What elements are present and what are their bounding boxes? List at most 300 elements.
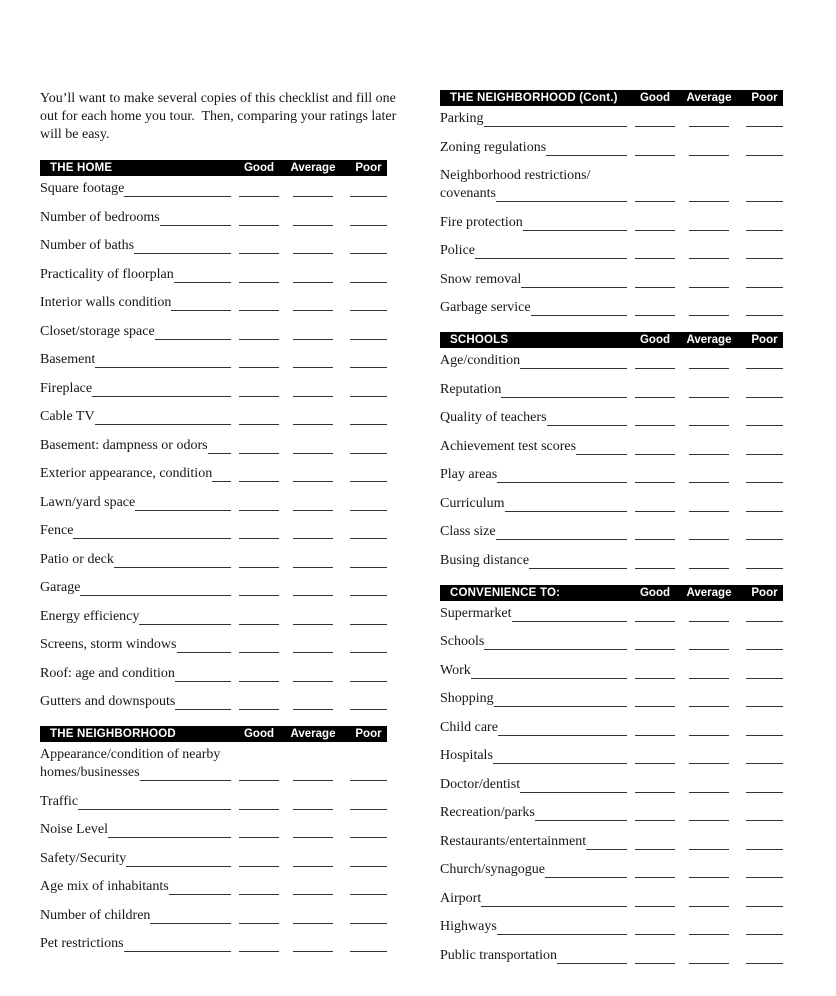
rating-blank-good[interactable]: [239, 692, 279, 710]
item-write-in-line[interactable]: [80, 578, 231, 596]
rating-blank-poor[interactable]: [350, 664, 387, 682]
item-write-in-line[interactable]: [150, 906, 231, 924]
rating-blank-poor[interactable]: [350, 692, 387, 710]
left-column-sections: [40, 160, 387, 952]
item-write-in-line[interactable]: [108, 820, 231, 838]
item-write-in-line[interactable]: [494, 689, 627, 707]
item-write-in-line[interactable]: [520, 351, 627, 369]
rating-blank-poor[interactable]: [746, 213, 783, 231]
item-label: Exterior appearance, condition: [40, 466, 213, 481]
section-title: THE NEIGHBORHOOD (Cont.): [450, 92, 618, 104]
rating-blank-average[interactable]: [293, 493, 333, 511]
rating-blank-average[interactable]: [293, 464, 333, 482]
item-label: Garage: [40, 580, 81, 595]
section-title: CONVENIENCE TO:: [450, 586, 561, 599]
rating-blank-average[interactable]: [293, 664, 333, 682]
rating-blank-poor[interactable]: [746, 241, 783, 259]
rating-blank-good[interactable]: [635, 351, 675, 369]
item-write-in-line[interactable]: [171, 293, 231, 311]
rating-blank-good[interactable]: [635, 184, 675, 202]
rating-blank-average[interactable]: [689, 632, 729, 650]
item-label: Practicality of floorplan: [40, 266, 174, 282]
rating-blank-average[interactable]: [293, 521, 333, 539]
checklist-row: [40, 763, 387, 781]
checklist-row: [40, 596, 387, 625]
rating-header-poor: Poor: [751, 92, 778, 104]
checklist-row: [40, 625, 387, 654]
item-label: Work: [440, 662, 471, 678]
rating-blank-poor[interactable]: [746, 632, 783, 650]
rating-blank-good[interactable]: [239, 322, 279, 340]
checklist-row: [40, 781, 387, 810]
section-the-home: [40, 160, 387, 710]
checklist-row: [40, 176, 387, 197]
rating-blank-good[interactable]: [239, 607, 279, 625]
item-label: Interior walls condition: [40, 295, 172, 310]
item-write-in-line[interactable]: [175, 692, 231, 710]
rating-blank-average[interactable]: [689, 775, 729, 793]
rating-blank-poor[interactable]: [350, 820, 387, 838]
checklist-row: [40, 742, 387, 763]
item-write-in-line[interactable]: [497, 917, 627, 935]
rating-header-good: Good: [243, 728, 275, 740]
rating-blank-average[interactable]: [689, 109, 729, 127]
item-write-in-line[interactable]: [484, 109, 627, 127]
item-write-in-line[interactable]: [531, 298, 627, 316]
rating-blank-average[interactable]: [689, 351, 729, 369]
rating-blank-poor[interactable]: [746, 746, 783, 764]
rating-blank-poor[interactable]: [350, 407, 387, 425]
rating-blank-average[interactable]: [689, 551, 729, 569]
rating-header-poor: Poor: [355, 728, 382, 740]
rating-blank-good[interactable]: [239, 208, 279, 226]
rating-blank-poor[interactable]: [350, 877, 387, 895]
rating-blank-poor[interactable]: [746, 522, 783, 540]
rating-blank-good[interactable]: [239, 436, 279, 454]
rating-blank-average[interactable]: [293, 265, 333, 283]
rating-blank-average[interactable]: [689, 946, 729, 964]
rating-blank-average[interactable]: [689, 718, 729, 736]
item-write-in-line[interactable]: [169, 877, 231, 895]
item-write-in-line[interactable]: [529, 551, 627, 569]
rating-blank-average[interactable]: [293, 906, 333, 924]
item-write-in-line[interactable]: [493, 746, 627, 764]
rating-blank-good[interactable]: [239, 293, 279, 311]
item-label: covenants: [440, 186, 496, 201]
rating-blank-average[interactable]: [689, 298, 729, 316]
rating-blank-good[interactable]: [239, 550, 279, 568]
rating-blank-good[interactable]: [635, 718, 675, 736]
item-write-in-line[interactable]: [547, 408, 627, 426]
checklist-row: [40, 425, 387, 454]
rating-blank-good[interactable]: [239, 350, 279, 368]
rating-blank-poor[interactable]: [350, 550, 387, 568]
rating-blank-average[interactable]: [293, 293, 333, 311]
item-write-in-line[interactable]: [208, 436, 231, 454]
rating-header-average: Average: [290, 162, 336, 174]
rating-blank-good[interactable]: [239, 236, 279, 254]
item-write-in-line[interactable]: [512, 604, 627, 622]
rating-blank-average[interactable]: [689, 604, 729, 622]
checklist-row: [40, 682, 387, 711]
rating-blank-average[interactable]: [689, 803, 729, 821]
rating-blank-poor[interactable]: [350, 635, 387, 653]
rating-blank-good[interactable]: [635, 917, 675, 935]
rating-blank-good[interactable]: [239, 521, 279, 539]
item-label: Square footage: [40, 181, 125, 196]
item-label: Quality of teachers: [440, 410, 547, 425]
rating-blank-poor[interactable]: [350, 493, 387, 511]
rating-blank-good[interactable]: [635, 604, 675, 622]
rating-blank-poor[interactable]: [350, 350, 387, 368]
rating-blank-average[interactable]: [293, 849, 333, 867]
rating-blank-good[interactable]: [239, 906, 279, 924]
section-schools: [440, 332, 783, 569]
checklist-row: [40, 397, 387, 426]
item-write-in-line[interactable]: [505, 494, 627, 512]
item-label: Schools: [440, 634, 485, 649]
rating-blank-poor[interactable]: [746, 832, 783, 850]
rating-blank-good[interactable]: [239, 379, 279, 397]
item-write-in-line[interactable]: [78, 792, 231, 810]
rating-blank-poor[interactable]: [350, 578, 387, 596]
item-label: Number of children: [40, 907, 151, 923]
section-header-the-neighborhood-cont: [440, 90, 783, 106]
intro-line: out for each home you tour. Then, comparing your ratings later: [40, 109, 397, 124]
item-label: Busing distance: [440, 552, 530, 568]
item-write-in-line[interactable]: [177, 635, 232, 653]
item-write-in-line[interactable]: [174, 265, 231, 283]
rating-blank-poor[interactable]: [350, 179, 387, 197]
rating-blank-good[interactable]: [239, 934, 279, 952]
rating-blank-good[interactable]: [635, 551, 675, 569]
rating-blank-average[interactable]: [293, 877, 333, 895]
item-label: Zoning regulations: [440, 139, 547, 155]
rating-blank-average[interactable]: [689, 184, 729, 202]
checklist-row: [40, 283, 387, 312]
checklist-row: [40, 311, 387, 340]
item-write-in-line[interactable]: [475, 241, 627, 259]
item-write-in-line[interactable]: [73, 521, 231, 539]
rating-blank-poor[interactable]: [746, 689, 783, 707]
checklist-row: [40, 226, 387, 255]
rating-blank-average[interactable]: [293, 379, 333, 397]
rating-header-good: Good: [639, 334, 671, 346]
item-write-in-line[interactable]: [175, 664, 231, 682]
rating-blank-good[interactable]: [635, 465, 675, 483]
rating-blank-poor[interactable]: [746, 604, 783, 622]
rating-blank-good[interactable]: [635, 661, 675, 679]
rating-blank-poor[interactable]: [350, 236, 387, 254]
rating-blank-poor[interactable]: [746, 551, 783, 569]
rating-blank-average[interactable]: [689, 889, 729, 907]
checklist-row: [40, 254, 387, 283]
item-write-in-line[interactable]: [139, 607, 231, 625]
rating-blank-average[interactable]: [689, 917, 729, 935]
rating-blank-good[interactable]: [239, 792, 279, 810]
item-label: Basement: dampness or odors: [40, 437, 208, 453]
rating-blank-average[interactable]: [293, 322, 333, 340]
item-label: Child care: [440, 719, 498, 735]
rating-blank-good[interactable]: [635, 270, 675, 288]
section-header-schools: [440, 332, 783, 348]
rating-blank-average[interactable]: [689, 661, 729, 679]
rating-blank-good[interactable]: [635, 632, 675, 650]
item-write-in-line[interactable]: [481, 889, 627, 907]
item-label: Highways: [440, 919, 497, 934]
rating-blank-poor[interactable]: [350, 607, 387, 625]
rating-blank-average[interactable]: [689, 213, 729, 231]
rating-blank-good[interactable]: [239, 464, 279, 482]
rating-blank-average[interactable]: [689, 408, 729, 426]
checklist-row: [440, 601, 783, 622]
rating-blank-average[interactable]: [293, 236, 333, 254]
rating-blank-average[interactable]: [293, 407, 333, 425]
rating-blank-good[interactable]: [635, 946, 675, 964]
rating-blank-average[interactable]: [293, 550, 333, 568]
rating-blank-average[interactable]: [293, 635, 333, 653]
rating-blank-poor[interactable]: [350, 934, 387, 952]
item-label: Curriculum: [440, 495, 505, 511]
rating-blank-average[interactable]: [293, 792, 333, 810]
checklist-row: [440, 622, 783, 651]
rating-blank-average[interactable]: [689, 522, 729, 540]
rating-blank-good[interactable]: [635, 689, 675, 707]
rating-blank-poor[interactable]: [746, 380, 783, 398]
rating-blank-poor[interactable]: [746, 351, 783, 369]
item-write-in-line[interactable]: [114, 550, 231, 568]
rating-blank-poor[interactable]: [350, 906, 387, 924]
checklist-row: [440, 679, 783, 708]
rating-blank-average[interactable]: [293, 179, 333, 197]
rating-blank-average[interactable]: [689, 380, 729, 398]
item-label: Gutters and downspouts: [40, 694, 176, 709]
rating-blank-poor[interactable]: [746, 661, 783, 679]
section-title: SCHOOLS: [450, 334, 509, 346]
item-write-in-line[interactable]: [576, 437, 627, 455]
item-write-in-line[interactable]: [498, 718, 627, 736]
item-label: Energy efficiency: [40, 608, 140, 624]
rating-blank-poor[interactable]: [746, 889, 783, 907]
rating-blank-good[interactable]: [635, 109, 675, 127]
item-label: Lawn/yard space: [40, 494, 136, 510]
item-label: Number of bedrooms: [40, 209, 160, 225]
rating-blank-average[interactable]: [293, 692, 333, 710]
rating-blank-average[interactable]: [293, 208, 333, 226]
rating-header-average: Average: [290, 728, 336, 740]
rating-blank-average[interactable]: [293, 763, 333, 781]
rating-blank-average[interactable]: [293, 820, 333, 838]
rating-blank-poor[interactable]: [746, 270, 783, 288]
checklist-row: [440, 156, 783, 185]
rating-blank-good[interactable]: [239, 265, 279, 283]
item-label: Reputation: [440, 381, 502, 397]
rating-blank-average[interactable]: [689, 832, 729, 850]
rating-blank-good[interactable]: [239, 877, 279, 895]
rating-blank-good[interactable]: [635, 803, 675, 821]
item-write-in-line[interactable]: [586, 832, 627, 850]
item-label: Neighborhood restrictions/: [440, 168, 591, 183]
rating-blank-poor[interactable]: [746, 860, 783, 878]
item-write-in-line[interactable]: [140, 763, 231, 781]
item-write-in-line[interactable]: [521, 270, 627, 288]
rating-blank-average[interactable]: [689, 494, 729, 512]
rating-blank-good[interactable]: [635, 860, 675, 878]
rating-blank-poor[interactable]: [746, 803, 783, 821]
rating-blank-poor[interactable]: [746, 109, 783, 127]
checklist-row: [440, 540, 783, 569]
item-label: Public transportation: [440, 947, 558, 963]
item-write-in-line[interactable]: [160, 208, 231, 226]
rating-header-poor: Poor: [355, 162, 382, 174]
rating-blank-poor[interactable]: [746, 184, 783, 202]
rating-blank-average[interactable]: [689, 138, 729, 156]
rating-blank-poor[interactable]: [746, 465, 783, 483]
rating-blank-average[interactable]: [293, 934, 333, 952]
rating-header-poor: Poor: [751, 586, 778, 599]
rating-blank-poor[interactable]: [350, 521, 387, 539]
rating-blank-good[interactable]: [239, 849, 279, 867]
rating-blank-good[interactable]: [635, 494, 675, 512]
item-write-in-line[interactable]: [546, 138, 627, 156]
checklist-row: [40, 340, 387, 369]
rating-blank-good[interactable]: [239, 179, 279, 197]
item-write-in-line[interactable]: [155, 322, 231, 340]
rating-blank-poor[interactable]: [746, 408, 783, 426]
rating-blank-poor[interactable]: [746, 494, 783, 512]
item-write-in-line[interactable]: [134, 236, 231, 254]
rating-blank-good[interactable]: [635, 213, 675, 231]
rating-blank-average[interactable]: [689, 689, 729, 707]
item-write-in-line[interactable]: [497, 465, 627, 483]
intro-text: [40, 90, 397, 144]
rating-blank-good[interactable]: [239, 635, 279, 653]
item-write-in-line[interactable]: [471, 661, 627, 679]
rating-blank-average[interactable]: [293, 607, 333, 625]
rating-blank-good[interactable]: [239, 820, 279, 838]
item-write-in-line[interactable]: [496, 522, 627, 540]
rating-blank-average[interactable]: [689, 746, 729, 764]
item-label: Garbage service: [440, 300, 531, 315]
checklist-row: [440, 369, 783, 398]
rating-blank-good[interactable]: [635, 775, 675, 793]
rating-blank-poor[interactable]: [350, 379, 387, 397]
rating-blank-good[interactable]: [635, 522, 675, 540]
item-write-in-line[interactable]: [535, 803, 627, 821]
item-label: Police: [440, 243, 475, 258]
checklist-row: [40, 539, 387, 568]
rating-blank-good[interactable]: [635, 298, 675, 316]
item-write-in-line[interactable]: [126, 849, 231, 867]
item-label: Cable TV: [40, 409, 95, 424]
rating-blank-poor[interactable]: [350, 208, 387, 226]
checklist-row: [440, 907, 783, 936]
item-write-in-line[interactable]: [557, 946, 627, 964]
rating-blank-good[interactable]: [239, 407, 279, 425]
rating-blank-poor[interactable]: [746, 917, 783, 935]
rating-blank-poor[interactable]: [350, 265, 387, 283]
section-title: THE HOME: [50, 162, 113, 174]
rating-blank-good[interactable]: [635, 138, 675, 156]
rating-header-average: Average: [686, 92, 732, 104]
item-write-in-line[interactable]: [92, 379, 231, 397]
item-write-in-line[interactable]: [484, 632, 627, 650]
item-label: homes/businesses: [40, 765, 140, 780]
rating-blank-good[interactable]: [635, 746, 675, 764]
rating-blank-poor[interactable]: [350, 322, 387, 340]
checklist-row: [440, 127, 783, 156]
item-write-in-line[interactable]: [135, 493, 231, 511]
rating-blank-average[interactable]: [689, 465, 729, 483]
checklist-row: [440, 398, 783, 427]
rating-header-good: Good: [639, 92, 671, 104]
item-label: Parking: [440, 111, 484, 126]
rating-blank-good[interactable]: [635, 437, 675, 455]
rating-blank-poor[interactable]: [746, 138, 783, 156]
rating-blank-average[interactable]: [689, 270, 729, 288]
rating-blank-poor[interactable]: [350, 464, 387, 482]
checklist-row: [440, 650, 783, 679]
rating-blank-poor[interactable]: [350, 849, 387, 867]
rating-blank-poor[interactable]: [746, 298, 783, 316]
item-write-in-line[interactable]: [545, 860, 627, 878]
item-write-in-line[interactable]: [501, 380, 627, 398]
rating-blank-good[interactable]: [635, 408, 675, 426]
item-write-in-line[interactable]: [95, 407, 231, 425]
checklist-row: [40, 810, 387, 839]
rating-blank-good[interactable]: [239, 493, 279, 511]
rating-blank-good[interactable]: [239, 763, 279, 781]
rating-blank-poor[interactable]: [746, 437, 783, 455]
rating-blank-poor[interactable]: [350, 763, 387, 781]
rating-blank-average[interactable]: [689, 241, 729, 259]
rating-blank-good[interactable]: [239, 664, 279, 682]
section-header-convenience-to: [440, 585, 783, 601]
rating-blank-good[interactable]: [635, 832, 675, 850]
rating-blank-poor[interactable]: [350, 792, 387, 810]
item-write-in-line[interactable]: [523, 213, 627, 231]
rating-blank-average[interactable]: [293, 436, 333, 454]
checklist-row: [440, 483, 783, 512]
rating-blank-poor[interactable]: [350, 436, 387, 454]
rating-blank-average[interactable]: [689, 437, 729, 455]
item-write-in-line[interactable]: [124, 179, 231, 197]
item-label: Pet restrictions: [40, 936, 124, 951]
item-write-in-line[interactable]: [496, 184, 627, 202]
item-label: Achievement test scores: [440, 438, 577, 454]
rating-blank-good[interactable]: [239, 578, 279, 596]
rating-blank-average[interactable]: [293, 350, 333, 368]
rating-blank-average[interactable]: [689, 860, 729, 878]
item-write-in-line[interactable]: [124, 934, 231, 952]
intro-line: will be easy.: [40, 127, 110, 142]
item-write-in-line[interactable]: [212, 464, 231, 482]
rating-blank-average[interactable]: [293, 578, 333, 596]
item-write-in-line[interactable]: [95, 350, 231, 368]
rating-blank-poor[interactable]: [350, 293, 387, 311]
rating-blank-good[interactable]: [635, 380, 675, 398]
rating-blank-poor[interactable]: [746, 718, 783, 736]
rating-blank-good[interactable]: [635, 889, 675, 907]
checklist-row: [40, 867, 387, 896]
rating-blank-poor[interactable]: [746, 946, 783, 964]
checklist-row: [440, 793, 783, 822]
section-convenience-to: [440, 585, 783, 964]
section-the-neighborhood-cont: [440, 90, 783, 316]
rating-blank-poor[interactable]: [746, 775, 783, 793]
item-write-in-line[interactable]: [520, 775, 627, 793]
rating-blank-good[interactable]: [635, 241, 675, 259]
